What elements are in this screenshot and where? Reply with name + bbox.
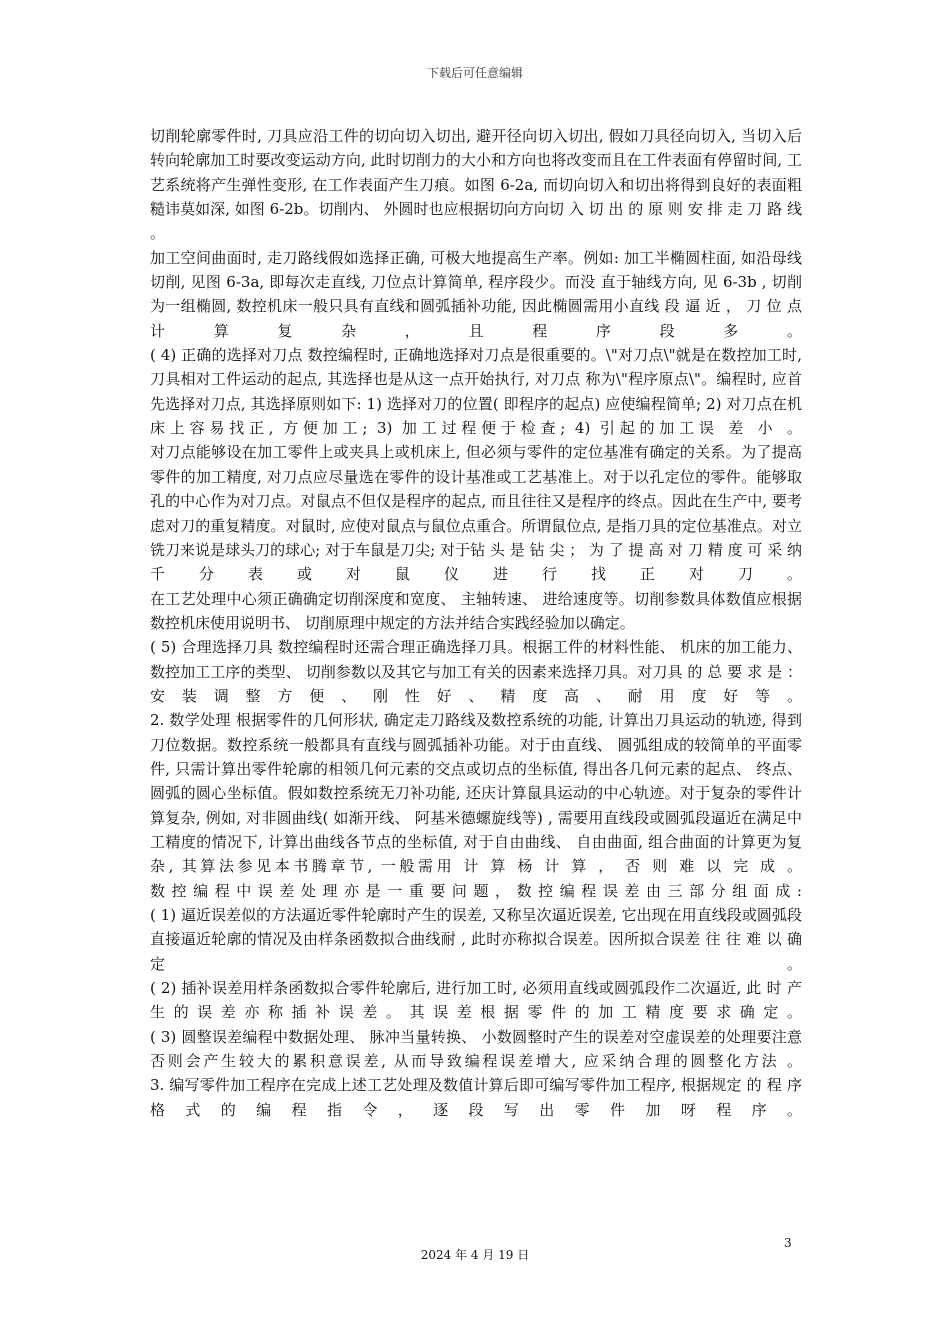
- paragraph: ( 1) 逼近误差似的方法逼近零件轮廓时产生的误差, 又称呈次逼近误差, 它出现在用直线段或圆弧段直接逼近轮廓的情况及由样条函数拟合曲线耐 , 此时亦称拟合误差。因所拟合误差 往 往 难 以 确 定 。: [150, 906, 802, 973]
- paragraph: 加工空间曲面时, 走刀路线假如选择正确, 可极大地提高生产率。例如: 加工半椭圆柱面, 如沿母线切削, 见图 6-3a, 即每次走直线, 刀位点计算简单, 程序段少。而没 直于轴线方向, 见 6-3b , 切削为一组椭圆, 数控机床一般只具有直线和圆弧插补功能, 因此椭圆需用小直线 段 逼 近 ， 刀 位 点 计 算 复 杂 ， 且 程 序 段 多 。: [150, 248, 802, 340]
- page-header: 下载后可任意编辑: [426, 66, 523, 80]
- paragraph: 数 控 编 程 中 误 差 处 理 亦 是 一 重 要 问 题 ， 数 控 编 程 误 差 由 三 部 分 组 面 成 :: [150, 881, 802, 900]
- paragraph: 对刀点能够设在加工零件上或夹具上或机床上, 但必须与零件的定位基准有确定的关系。为了提高零件的加工精度, 对刀点应尽量选在零件的设计基准或工艺基准上。对于以孔定位的零件。能够取孔的中心作为对刀点。对鼠点不但仅是程序的起点, 而且往往又是程序的终点。因此在生产中, 要考虑对刀的重复精度。对鼠时, 应使对鼠点与鼠位点重合。所谓鼠位点, 是指刀具的定位基准点。对立铣刀来说是球头刀的球心; 对于车鼠是刀尖; 对于钻 头 是 钻 尖 ； 为 了 提 高 对 刀 精 度 可 采 纳 千 分 表 或 对 鼠 仪 进 行 找 正 对 刀 。: [150, 443, 802, 584]
- paragraph: ( 5) 合理选择刀具 数控编程时还需合理正确选择刀具。根据工件的材料性能、 机床的加工能力、 数控加工工序的类型、 切削参数以及其它与加工有关的因素来选择刀具。对刀具 的 总 要 求 是 ： 安 装 调 整 方 便 、 刚 性 好 、 精 度 高 、 耐 用 度 好 等 。: [150, 638, 802, 705]
- body-text: [150, 124, 802, 1122]
- paragraph: 切削轮廓零件时, 刀具应沿工件的切向切入切出, 避开径向切入切出, 假如刀具径向切入, 当切入后转向轮廓加工时要改变运动方向, 此时切削力的大小和方向也将改变而且在工件表面有停留时间, 工艺系统将产生弹性变形, 在工作表面产生刀痕。如图 6-2a, 而切向切入和切出将得到良好的表面粗糙讳莫如深, 如图 6-2b。切削内、 外圆时也应根据切向方向切 入 切 出 的 原 则 安 排 走 刀 路 线 。: [150, 127, 802, 243]
- page-footer-date: 2024 年 4 月 19 日: [420, 1248, 530, 1262]
- paragraph: ( 4) 正确的选择对刀点 数控编程时, 正确地选择对刀点是很重要的。\"对刀点\"就是在数控加工时, 刀具相对工件运动的起点, 其选择也是从这一点开始执行, 对刀点 称为\"程序原点\"。编程时, 应首先选择对刀点, 其选择原则如下: 1) 选择对刀的位置( 即程序的起点) 应使编程简单; 2) 对刀点在机床上容易找正, 方便加工; 3) 加工过程便于检查; 4) 引起的加工误 差 小 。: [150, 346, 802, 438]
- paragraph: 在工艺处理中心须正确确定切削深度和宽度、 主轴转速、 进给速度等。切削参数具体数值应根据数控机床使用说明书、 切削原理中规定的方法并结合实践经验加以确定。: [150, 589, 802, 632]
- paragraph: ( 3) 圆整误差编程中数据处理、 脉冲当量转换、 小数圆整时产生的误差对空虚误差的处理要注意否则会产生较大的累积意误差, 从而导致编程误差增大, 应采纳合理的圆整化方法 。: [150, 1027, 802, 1071]
- page-number: 3: [784, 1236, 792, 1250]
- paragraph: ( 2) 插补误差用样条函数拟合零件轮廓后, 进行加工时, 必须用直线或圆弧段作二次逼近, 此 时 产 生 的 误 差 亦 称 插 补 误 差 。 其 误 差 根 据 零 件 的 加 工 精 度 要 求 确 定 。: [150, 979, 802, 1022]
- paragraph: 3. 编写零件加工程序在完成上述工艺处理及数值计算后即可编写零件加工程序, 根据规定 的 程 序 格 式 的 编 程 指 令 ， 逐 段 写 出 零 件 加 呀 程 序 。: [150, 1076, 802, 1119]
- paragraph: 2. 数学处理 根据零件的几何形状, 确定走刀路线及数控系统的功能, 计算出刀具运动的轨迹, 得到刀位数据。数控系统一般都具有直线与圆弧插补功能。对于由直线、 圆弧组成的较简单的平面零件, 只需计算出零件轮廓的相领几何元素的交点或切点的坐标值, 得出各几何元素的起点、 终点、 圆弧的圆心坐标值。假如数控系统无刀补功能, 还庆计算鼠具运动的中心轨迹。对于复杂的零件计算复杂, 例如, 对非圆曲线( 如渐开线、 阿基米德螺旋线等) , 需要用直线段或圆弧段逼近在满足中工精度的情况下, 计算出曲线各节点的坐标值, 对于自由曲线、 自由曲面, 组合曲面的计算更为复杂, 其算法参见本书腾章节, 一般需用 计 算 杨 计 算 ， 否 则 难 以 完 成 。: [150, 711, 802, 876]
